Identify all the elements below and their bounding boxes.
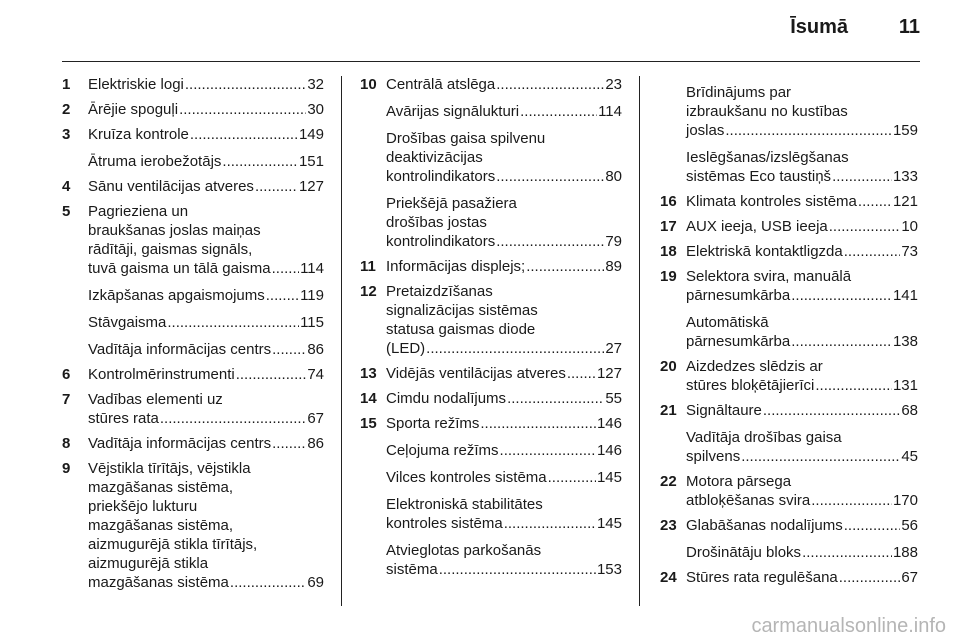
index-entry — [62, 340, 324, 359]
index-entry — [660, 357, 918, 395]
entry-leader-line — [686, 491, 918, 510]
entry-leader-line — [88, 152, 324, 171]
entry-text-line: izbraukšanu no kustības — [686, 103, 848, 120]
page-reference: 133 — [892, 168, 918, 185]
dot-leader — [439, 560, 596, 579]
entry-leader-line — [88, 75, 324, 94]
dot-leader — [222, 152, 298, 171]
page-reference: 127 — [298, 178, 324, 195]
entry-leader-line — [88, 409, 324, 428]
page-reference: 188 — [892, 544, 918, 561]
dot-leader — [160, 409, 306, 428]
entry-number: 14 — [360, 390, 377, 407]
entry-text-line: Elektroniskā stabilitātes — [386, 496, 543, 513]
entry-label: mazgāšanas sistēma — [88, 574, 229, 591]
entry-leader-line — [686, 447, 918, 466]
entry-label: Kontrolmērinstrumenti — [88, 366, 235, 383]
dot-leader — [725, 121, 892, 140]
entry-label: Signāltaure — [686, 402, 762, 419]
dot-leader — [507, 389, 604, 408]
dot-leader — [272, 434, 306, 453]
index-entry — [360, 495, 622, 533]
page-reference: 114 — [300, 260, 324, 277]
page-reference: 30 — [307, 101, 324, 118]
dot-leader — [496, 232, 604, 251]
index-entry — [360, 414, 622, 433]
index-entry — [62, 125, 324, 144]
page-reference: 79 — [605, 233, 622, 250]
index-column-1 — [62, 75, 324, 598]
entry-label: kontrolindikators — [386, 168, 496, 185]
entry-leader-line — [686, 401, 918, 420]
page-reference: 146 — [596, 442, 622, 459]
entry-label: spilvens — [686, 448, 741, 465]
column-divider — [639, 76, 640, 606]
index-entry — [360, 75, 622, 94]
entry-text-line: aizmugurējā stikla tīrītājs, — [88, 536, 258, 553]
entry-label: Vidējās ventilācijas atveres — [386, 365, 566, 382]
entry-label: Stūres rata regulēšana — [686, 569, 838, 586]
page-reference: 68 — [901, 402, 918, 419]
index-entry — [62, 390, 324, 428]
entry-leader-line — [386, 441, 622, 460]
dot-leader — [496, 75, 604, 94]
page-reference: 67 — [307, 410, 324, 427]
page-title: Īsumā — [790, 16, 848, 38]
entry-leader-line — [686, 167, 918, 186]
entry-text-line: deaktivizācijas — [386, 149, 483, 166]
column-divider — [341, 76, 342, 606]
entry-number: 19 — [660, 268, 677, 285]
dot-leader — [741, 447, 900, 466]
entry-leader-line — [386, 560, 622, 579]
entry-number: 18 — [660, 243, 677, 260]
index-entry — [360, 364, 622, 383]
dot-leader — [266, 286, 299, 305]
page-reference: 127 — [596, 365, 622, 382]
index-entry — [62, 434, 324, 453]
entry-number: 17 — [660, 218, 677, 235]
entry-label: Vilces kontroles sistēma — [386, 469, 547, 486]
entry-leader-line — [686, 286, 918, 305]
dot-leader — [185, 75, 306, 94]
entry-text-line: Vējstikla tīrītājs, vējstikla — [88, 460, 251, 477]
entry-text-line: Selektora svira, manuālā — [686, 268, 852, 285]
entry-leader-line — [386, 232, 622, 251]
dot-leader — [839, 568, 901, 587]
entry-text-line: mazgāšanas sistēma, — [88, 517, 234, 534]
entry-number: 21 — [660, 402, 677, 419]
index-entry — [360, 102, 622, 121]
entry-text-line: Pretaizdzīšanas — [386, 283, 493, 300]
entry-label: Ceļojuma režīms — [386, 442, 499, 459]
entry-leader-line — [386, 339, 622, 358]
entry-label: Drošinātāju bloks — [686, 544, 802, 561]
entry-number: 2 — [62, 101, 71, 118]
page-reference: 55 — [605, 390, 622, 407]
page-reference: 80 — [605, 168, 622, 185]
index-entry — [660, 83, 918, 140]
entry-leader-line — [386, 514, 622, 533]
entry-leader-line — [88, 573, 324, 592]
entry-label: joslas — [686, 122, 725, 139]
index-entry — [62, 152, 324, 171]
entry-label: kontroles sistēma — [386, 515, 503, 532]
entry-number: 11 — [360, 258, 376, 275]
entry-text-line: Automātiskā — [686, 314, 769, 331]
entry-label: Avārijas signālukturi — [386, 103, 520, 120]
index-entry — [660, 401, 918, 420]
page-reference: 23 — [605, 76, 622, 93]
entry-text-line: Vadītāja drošības gaisa — [686, 429, 842, 446]
entry-label: Vadītāja informācijas centrs — [88, 341, 272, 358]
index-entry — [62, 286, 324, 305]
entry-leader-line — [386, 468, 622, 487]
entry-leader-line — [88, 313, 324, 332]
dot-leader — [480, 414, 596, 433]
entry-label: pārnesumkārba — [686, 287, 791, 304]
entry-number: 5 — [62, 203, 71, 220]
entry-label: kontrolindikators — [386, 233, 496, 250]
entry-leader-line — [686, 543, 918, 562]
page-reference: 56 — [901, 517, 918, 534]
entry-text-line: braukšanas joslas maiņas — [88, 222, 261, 239]
index-entry — [660, 242, 918, 261]
entry-label: Ātruma ierobežotājs — [88, 153, 222, 170]
dot-leader — [272, 340, 306, 359]
page-reference: 145 — [596, 515, 622, 532]
dot-leader — [815, 376, 892, 395]
index-entry — [660, 516, 918, 535]
page-reference: 131 — [892, 377, 918, 394]
entry-label: Izkāpšanas apgaismojums — [88, 287, 265, 304]
index-entry — [62, 100, 324, 119]
index-entry — [62, 365, 324, 384]
entry-label: Sporta režīms — [386, 415, 480, 432]
entry-label: sistēmas Eco taustiņš — [686, 168, 832, 185]
entry-leader-line — [386, 414, 622, 433]
entry-label: pārnesumkārba — [686, 333, 791, 350]
entry-text-line: rādītāji, gaismas signāls, — [88, 241, 253, 258]
page-reference: 67 — [901, 569, 918, 586]
entry-text-line: Vadības elementi uz — [88, 391, 223, 408]
entry-label: Informācijas displejs; — [386, 258, 526, 275]
index-entry — [360, 257, 622, 276]
entry-text-line: statusa gaismas diode — [386, 321, 536, 338]
entry-label: atbloķēšanas svira — [686, 492, 811, 509]
entry-number: 20 — [660, 358, 677, 375]
entry-leader-line — [88, 365, 324, 384]
page-reference: 119 — [300, 287, 324, 304]
index-entry — [660, 313, 918, 351]
dot-leader — [167, 313, 299, 332]
entry-text-line: drošības jostas — [386, 214, 487, 231]
index-entry — [660, 267, 918, 305]
entry-label: Ārējie spoguļi — [88, 101, 179, 118]
index-entry — [660, 192, 918, 211]
entry-number: 15 — [360, 415, 377, 432]
index-entry — [660, 472, 918, 510]
entry-label: Klimata kontroles sistēma — [686, 193, 857, 210]
page-header — [0, 0, 960, 56]
page-number: 11 — [898, 16, 920, 38]
entry-text-line: priekšējo lukturu — [88, 498, 198, 515]
page-reference: 10 — [901, 218, 918, 235]
entry-leader-line — [686, 568, 918, 587]
entry-leader-line — [386, 75, 622, 94]
entry-text-line: Brīdinājums par — [686, 84, 792, 101]
index-column-3 — [660, 75, 918, 593]
header-rule — [62, 61, 920, 62]
entry-number: 12 — [360, 283, 377, 300]
entry-label: Elektriskie logi — [88, 76, 184, 93]
entry-number: 13 — [360, 365, 377, 382]
page-reference: 114 — [598, 103, 622, 120]
entry-leader-line — [686, 376, 918, 395]
entry-number: 8 — [62, 435, 71, 452]
entry-label: Sānu ventilācijas atveres — [88, 178, 254, 195]
entry-label: stūres rata — [88, 410, 159, 427]
entry-leader-line — [88, 434, 324, 453]
dot-leader — [190, 125, 298, 144]
dot-leader — [858, 192, 892, 211]
index-entry — [62, 202, 324, 278]
page-reference: 86 — [307, 435, 324, 452]
index-entry — [660, 428, 918, 466]
entry-text-line: signalizācijas sistēmas — [386, 302, 538, 319]
dot-leader — [500, 441, 596, 460]
entry-number: 3 — [62, 126, 71, 143]
dot-leader — [230, 573, 306, 592]
dot-leader — [520, 102, 597, 121]
entry-label: stūres bloķētājierīci — [686, 377, 815, 394]
entry-leader-line — [88, 259, 324, 278]
page-reference: 45 — [901, 448, 918, 465]
entry-leader-line — [686, 217, 918, 236]
entry-number: 22 — [660, 473, 677, 490]
index-entry — [360, 468, 622, 487]
page-reference: 69 — [307, 574, 324, 591]
dot-leader — [567, 364, 596, 383]
page-reference: 149 — [298, 126, 324, 143]
dot-leader — [504, 514, 596, 533]
entry-leader-line — [686, 332, 918, 351]
entry-leader-line — [88, 125, 324, 144]
entry-leader-line — [686, 242, 918, 261]
page-reference: 73 — [901, 243, 918, 260]
page-reference: 138 — [892, 333, 918, 350]
entry-number: 1 — [62, 76, 71, 93]
index-entry — [360, 194, 622, 251]
page-reference: 121 — [892, 193, 918, 210]
entry-leader-line — [88, 340, 324, 359]
page-reference: 86 — [307, 341, 324, 358]
index-entry — [360, 389, 622, 408]
page-reference: 159 — [892, 122, 918, 139]
dot-leader — [548, 468, 596, 487]
page-reference: 74 — [307, 366, 324, 383]
index-entry — [660, 543, 918, 562]
entry-leader-line — [88, 100, 324, 119]
entry-leader-line — [686, 121, 918, 140]
entry-leader-line — [386, 364, 622, 383]
page-reference: 141 — [892, 287, 918, 304]
entry-label: tuvā gaisma un tālā gaisma — [88, 260, 271, 277]
entry-number: 7 — [62, 391, 71, 408]
page-reference: 115 — [300, 314, 324, 331]
entry-leader-line — [386, 257, 622, 276]
dot-leader — [844, 516, 901, 535]
entry-leader-line — [386, 167, 622, 186]
dot-leader — [791, 332, 892, 351]
index-entry — [62, 75, 324, 94]
dot-leader — [844, 242, 901, 261]
page-reference: 151 — [298, 153, 324, 170]
page-reference: 27 — [605, 340, 622, 357]
index-entry — [62, 313, 324, 332]
page-reference: 32 — [307, 76, 324, 93]
dot-leader — [791, 286, 892, 305]
entry-number: 4 — [62, 178, 71, 195]
entry-leader-line — [88, 286, 324, 305]
entry-text-line: Priekšējā pasažiera — [386, 195, 517, 212]
entry-text-line: Pagrieziena un — [88, 203, 189, 220]
index-entry — [62, 177, 324, 196]
index-entry — [360, 541, 622, 579]
page-reference: 146 — [596, 415, 622, 432]
page-reference: 153 — [596, 561, 622, 578]
entry-text-line: Motora pārsega — [686, 473, 792, 490]
entry-leader-line — [386, 389, 622, 408]
entry-label: Glabāšanas nodalījums — [686, 517, 843, 534]
index-entry — [660, 217, 918, 236]
page-reference: 89 — [605, 258, 622, 275]
entry-text-line: Atvieglotas parkošanās — [386, 542, 542, 559]
entry-label: sistēma — [386, 561, 438, 578]
dot-leader — [272, 259, 299, 278]
index-entry — [360, 282, 622, 358]
entry-label: (LED) — [386, 340, 426, 357]
entry-text-line: Aizdedzes slēdzis ar — [686, 358, 823, 375]
index-entry — [360, 441, 622, 460]
dot-leader — [236, 365, 307, 384]
entry-label: Stāvgaisma — [88, 314, 167, 331]
entry-text-line: Drošības gaisa spilvenu — [386, 130, 546, 147]
entry-number: 24 — [660, 569, 677, 586]
entry-leader-line — [386, 102, 622, 121]
dot-leader — [496, 167, 604, 186]
watermark: carmanualsonline.info — [751, 615, 946, 637]
entry-number: 10 — [360, 76, 377, 93]
entry-label: Elektriskā kontaktligzda — [686, 243, 843, 260]
dot-leader — [763, 401, 900, 420]
entry-label: Centrālā atslēga — [386, 76, 496, 93]
index-column-2 — [360, 75, 622, 585]
dot-leader — [426, 339, 604, 358]
page-reference: 145 — [596, 469, 622, 486]
dot-leader — [811, 491, 892, 510]
dot-leader — [832, 167, 892, 186]
entry-label: Vadītāja informācijas centrs — [88, 435, 272, 452]
entry-label: Cimdu nodalījums — [386, 390, 507, 407]
dot-leader — [179, 100, 306, 119]
entry-leader-line — [88, 177, 324, 196]
page-reference: 170 — [892, 492, 918, 509]
entry-label: Kruīza kontrole — [88, 126, 189, 143]
index-entry — [360, 129, 622, 186]
dot-leader — [526, 257, 604, 276]
index-entry — [660, 568, 918, 587]
dot-leader — [829, 217, 901, 236]
dot-leader — [802, 543, 892, 562]
entry-leader-line — [686, 516, 918, 535]
entry-text-line: mazgāšanas sistēma, — [88, 479, 234, 496]
index-entry — [62, 459, 324, 592]
entry-number: 16 — [660, 193, 677, 210]
entry-number: 9 — [62, 460, 71, 477]
entry-leader-line — [686, 192, 918, 211]
entry-text-line: aizmugurējā stikla — [88, 555, 209, 572]
entry-number: 6 — [62, 366, 71, 383]
dot-leader — [255, 177, 298, 196]
entry-label: AUX ieeja, USB ieeja — [686, 218, 828, 235]
entry-text-line: Ieslēgšanas/izslēgšanas — [686, 149, 849, 166]
index-entry — [660, 148, 918, 186]
entry-number: 23 — [660, 517, 677, 534]
